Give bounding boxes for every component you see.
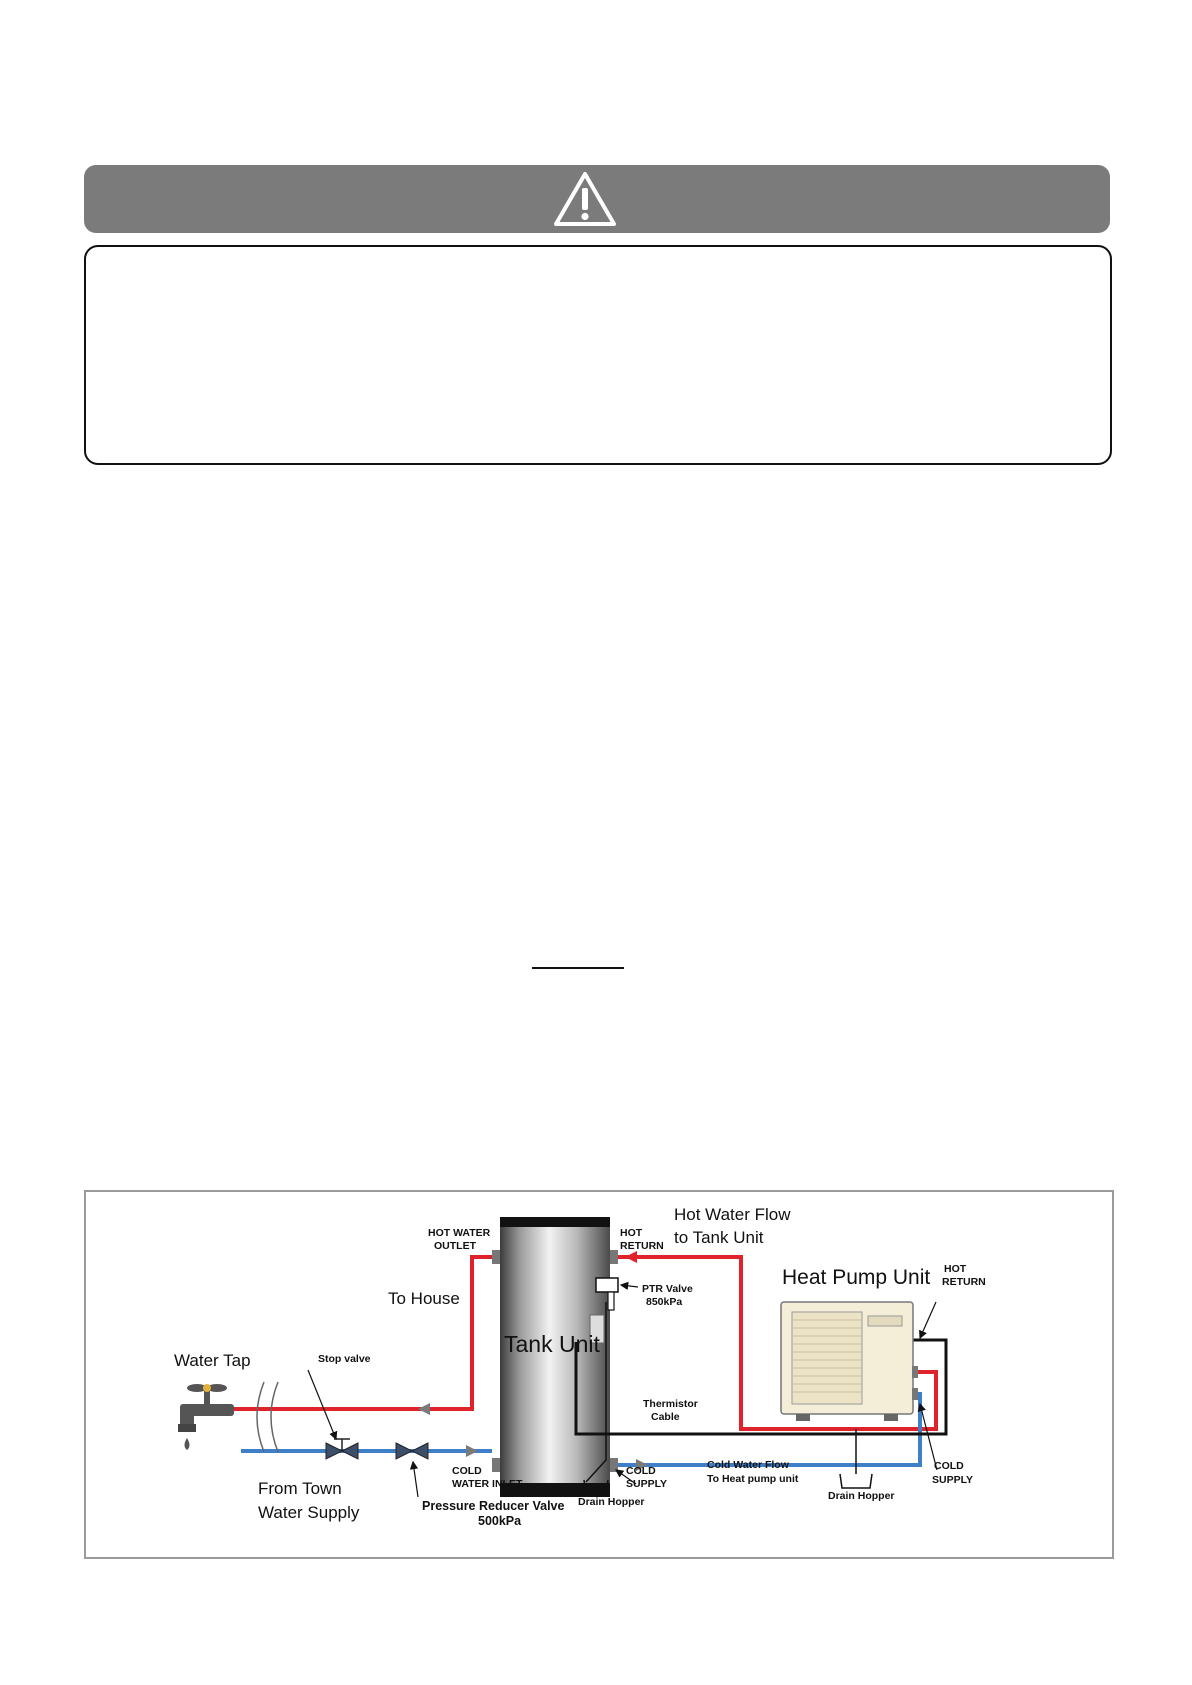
heat-pump-unit <box>781 1302 918 1421</box>
tank-unit <box>492 1217 618 1497</box>
label-hot-water-outlet-1: HOT WATER <box>428 1227 491 1239</box>
label-hot-water-flow-2: to Tank Unit <box>674 1228 764 1247</box>
label-drain-hopper-tank: Drain Hopper <box>578 1496 645 1508</box>
warning-triangle-icon <box>553 171 617 227</box>
label-hot-return-hp-1: HOT <box>944 1263 967 1275</box>
label-thermistor-2: Cable <box>651 1411 680 1423</box>
label-hot-return-tank-1: HOT <box>620 1227 643 1239</box>
label-stop-valve: Stop valve <box>318 1353 371 1365</box>
label-cold-supply-tank-2: SUPPLY <box>626 1478 668 1490</box>
underline-mark <box>532 967 624 969</box>
installation-diagram <box>84 1190 1114 1559</box>
label-cold-water-inlet-2: WATER INLET <box>452 1478 523 1490</box>
pipe-break-marks <box>257 1382 278 1452</box>
label-ptr-valve-1: PTR Valve <box>642 1283 693 1295</box>
warning-content-box <box>84 245 1112 465</box>
label-cold-supply-hp-1: COLD <box>934 1460 964 1472</box>
label-drain-hopper-hp: Drain Hopper <box>828 1490 895 1502</box>
label-hot-return-hp-2: RETURN <box>942 1276 986 1288</box>
label-thermistor-1: Thermistor <box>643 1398 698 1410</box>
label-cold-water-flow-1: Cold Water Flow <box>707 1459 789 1471</box>
water-tap-icon <box>178 1384 234 1450</box>
label-pressure-reducer-1: Pressure Reducer Valve <box>422 1499 565 1513</box>
label-to-house: To House <box>388 1289 460 1308</box>
cold-pipe-inlet <box>241 1445 492 1457</box>
label-hot-water-flow-1: Hot Water Flow <box>674 1205 791 1224</box>
label-pressure-reducer-2: 500kPa <box>478 1514 522 1528</box>
pressure-reducer-valve-icon <box>396 1443 428 1497</box>
stop-valve-icon <box>308 1370 358 1459</box>
label-hot-water-outlet-2: OUTLET <box>434 1240 476 1252</box>
label-cold-water-inlet-1: COLD <box>452 1465 482 1477</box>
warning-header-bar <box>84 165 1110 233</box>
label-cold-supply-hp-2: SUPPLY <box>932 1474 974 1486</box>
label-water-tap: Water Tap <box>174 1351 251 1370</box>
label-ptr-valve-2: 850kPa <box>646 1296 683 1308</box>
hot-pipe-house <box>234 1257 492 1415</box>
label-heat-pump-unit: Heat Pump Unit <box>782 1266 931 1289</box>
label-from-town-2: Water Supply <box>258 1503 360 1522</box>
label-cold-water-flow-2: To Heat pump unit <box>707 1473 799 1485</box>
label-from-town-1: From Town <box>258 1479 342 1498</box>
label-hot-return-tank-2: RETURN <box>620 1240 664 1252</box>
label-cold-supply-tank-1: COLD <box>626 1465 656 1477</box>
label-tank-unit: Tank Unit <box>504 1331 600 1357</box>
installation-diagram-svg <box>86 1192 1112 1557</box>
